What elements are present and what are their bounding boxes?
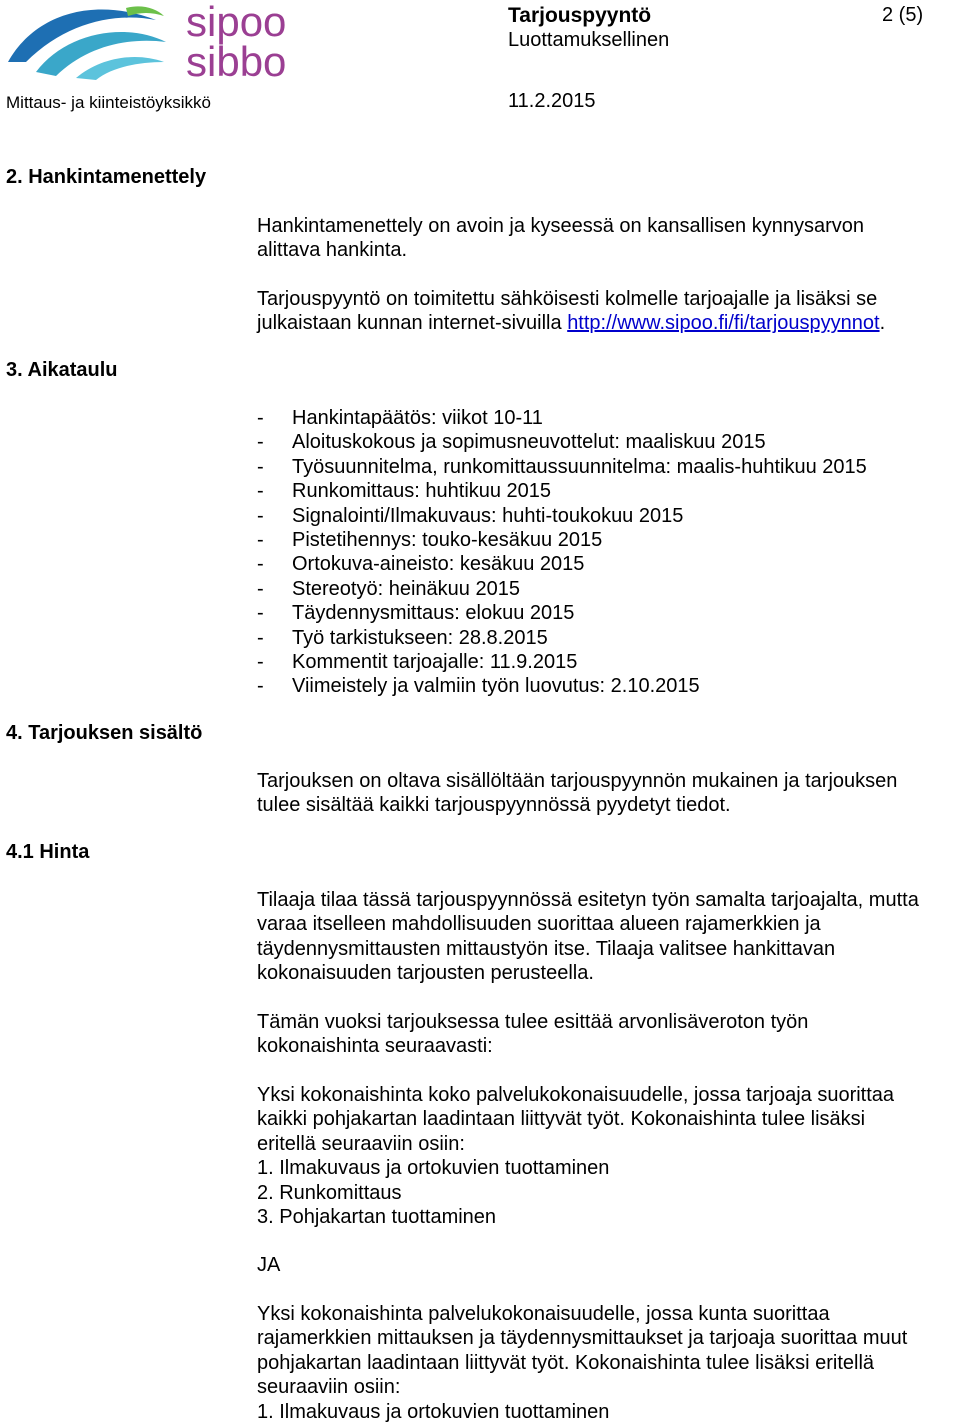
list-item: - Signalointi/Ilmakuvaus: huhti-toukokuu 2015 <box>257 504 867 528</box>
paragraph-price-1 <box>257 888 919 986</box>
text-line: täydennysmittausten mittaustyön itse. Tilaaja valitsee hankittavan <box>257 937 836 960</box>
list-item: - Aloituskokous ja sopimusneuvottelut: maaliskuu 2015 <box>257 430 867 454</box>
text-line: Tarjouksen on oltava sisällöltään tarjouspyynnön mukainen ja tarjouksen <box>257 770 898 792</box>
text-line: rajamerkkien mittauksen ja täydennysmittaukset ja tarjoaja suorittaa muut <box>257 1327 908 1350</box>
list-item: 2. Runkomittaus <box>257 1181 402 1204</box>
heading-aikataulu: 3. Aikataulu <box>6 359 118 381</box>
paragraph-publication <box>257 287 885 336</box>
department-name: Mittaus- ja kiinteistöyksikkö <box>6 93 212 112</box>
text-punctuation: . <box>879 312 886 335</box>
list-item: - Ortokuva-aineisto: kesäkuu 2015 <box>257 552 867 576</box>
list-item: - Työsuunnitelma, runkomittaussuunnitelma: maalis-huhtikuu 2015 <box>257 455 867 479</box>
text-line: pohjakartan laadintaan liittyvät työt. Kokonaishinta tulee lisäksi eritellä <box>257 1351 875 1374</box>
price-breakdown-list <box>257 1156 894 1229</box>
list-item: - Työ tarkistukseen: 28.8.2015 <box>257 626 867 650</box>
paragraph-procedure <box>257 214 864 263</box>
list-item: 1. Ilmakuvaus ja ortokuvien tuottaminen <box>257 1157 610 1180</box>
paragraph-price-option-2 <box>257 1302 907 1424</box>
paragraph-price-option-1 <box>257 1083 894 1229</box>
heading-tarjouksen-sisalto: 4. Tarjouksen sisältö <box>6 722 203 744</box>
text-line: Tämän vuoksi tarjouksessa tulee esittää arvonlisäveroton työn <box>257 1011 809 1033</box>
logo-text-sipoo: sipoo <box>186 0 287 45</box>
text-line: Yksi kokonaishinta koko palvelukokonaisuudelle, jossa tarjoaja suorittaa <box>257 1084 895 1106</box>
text-line: kaikki pohjakartan laadintaan liittyvät työt. Kokonaishinta tulee lisäksi <box>257 1108 866 1131</box>
logo-wave-icon <box>6 2 176 82</box>
list-item: - Pistetihennys: touko-kesäkuu 2015 <box>257 528 867 552</box>
logo-text-sibbo: sibbo <box>186 38 287 85</box>
page-number: 2 (5) <box>882 4 924 26</box>
text-line: tulee sisältää kaikki tarjouspyynnössä pyydetyt tiedot. <box>257 794 731 817</box>
schedule-list <box>257 406 867 699</box>
text-line: seuraaviin osiin: <box>257 1376 401 1399</box>
list-item: - Runkomittaus: huhtikuu 2015 <box>257 479 867 503</box>
list-item: - Viimeistely ja valmiin työn luovutus: 2.10.2015 <box>257 674 867 698</box>
list-item: - Täydennysmittaus: elokuu 2015 <box>257 601 867 625</box>
document-classification: Luottamuksellinen <box>508 29 670 51</box>
text-line: Yksi kokonaishinta palvelukokonaisuudelle, jossa kunta suorittaa <box>257 1303 830 1325</box>
text-line: Tarjouspyyntö on toimitettu sähköisesti kolmelle tarjoajalle ja lisäksi se <box>257 288 878 310</box>
sipoo-logo <box>6 0 287 85</box>
tarjouspyynnot-link[interactable]: http://www.sipoo.fi/fi/tarjouspyynnot <box>567 312 880 335</box>
text-line: kokonaishinta seuraavasti: <box>257 1035 493 1058</box>
list-item: - Hankintapäätös: viikot 10-11 <box>257 406 867 430</box>
paragraph-offer-content <box>257 769 897 818</box>
text-line: Hankintamenettely on avoin ja kyseessä on kansallisen kynnysarvon <box>257 215 865 237</box>
list-item: 3. Pohjakartan tuottaminen <box>257 1206 497 1229</box>
text-line: eritellä seuraaviin osiin: <box>257 1132 465 1155</box>
paragraph-price-2 <box>257 1010 808 1059</box>
heading-hinta: 4.1 Hinta <box>6 841 90 863</box>
text-line: Tilaaja tilaa tässä tarjouspyynnössä esitetyn työn samalta tarjoajalta, mutta <box>257 889 919 911</box>
document-title: Tarjouspyyntö <box>508 4 652 27</box>
text-line: julkaistaan kunnan internet-sivuilla <box>257 312 568 335</box>
text-line: kokonaisuuden tarjousten perusteella. <box>257 962 594 985</box>
text-ja: JA <box>257 1254 281 1276</box>
list-item: - Kommentit tarjoajalle: 11.9.2015 <box>257 650 867 674</box>
list-item: 1. Ilmakuvaus ja ortokuvien tuottaminen <box>257 1400 610 1423</box>
text-line: varaa itselleen mahdollisuuden suorittaa alueen rajamerkkien ja <box>257 913 821 936</box>
document-date: 11.2.2015 <box>508 90 596 112</box>
text-line: alittava hankinta. <box>257 239 408 262</box>
price-breakdown-list-2 <box>257 1400 907 1424</box>
list-item: - Stereotyö: heinäkuu 2015 <box>257 577 867 601</box>
heading-hankintamenettely: 2. Hankintamenettely <box>6 166 207 188</box>
